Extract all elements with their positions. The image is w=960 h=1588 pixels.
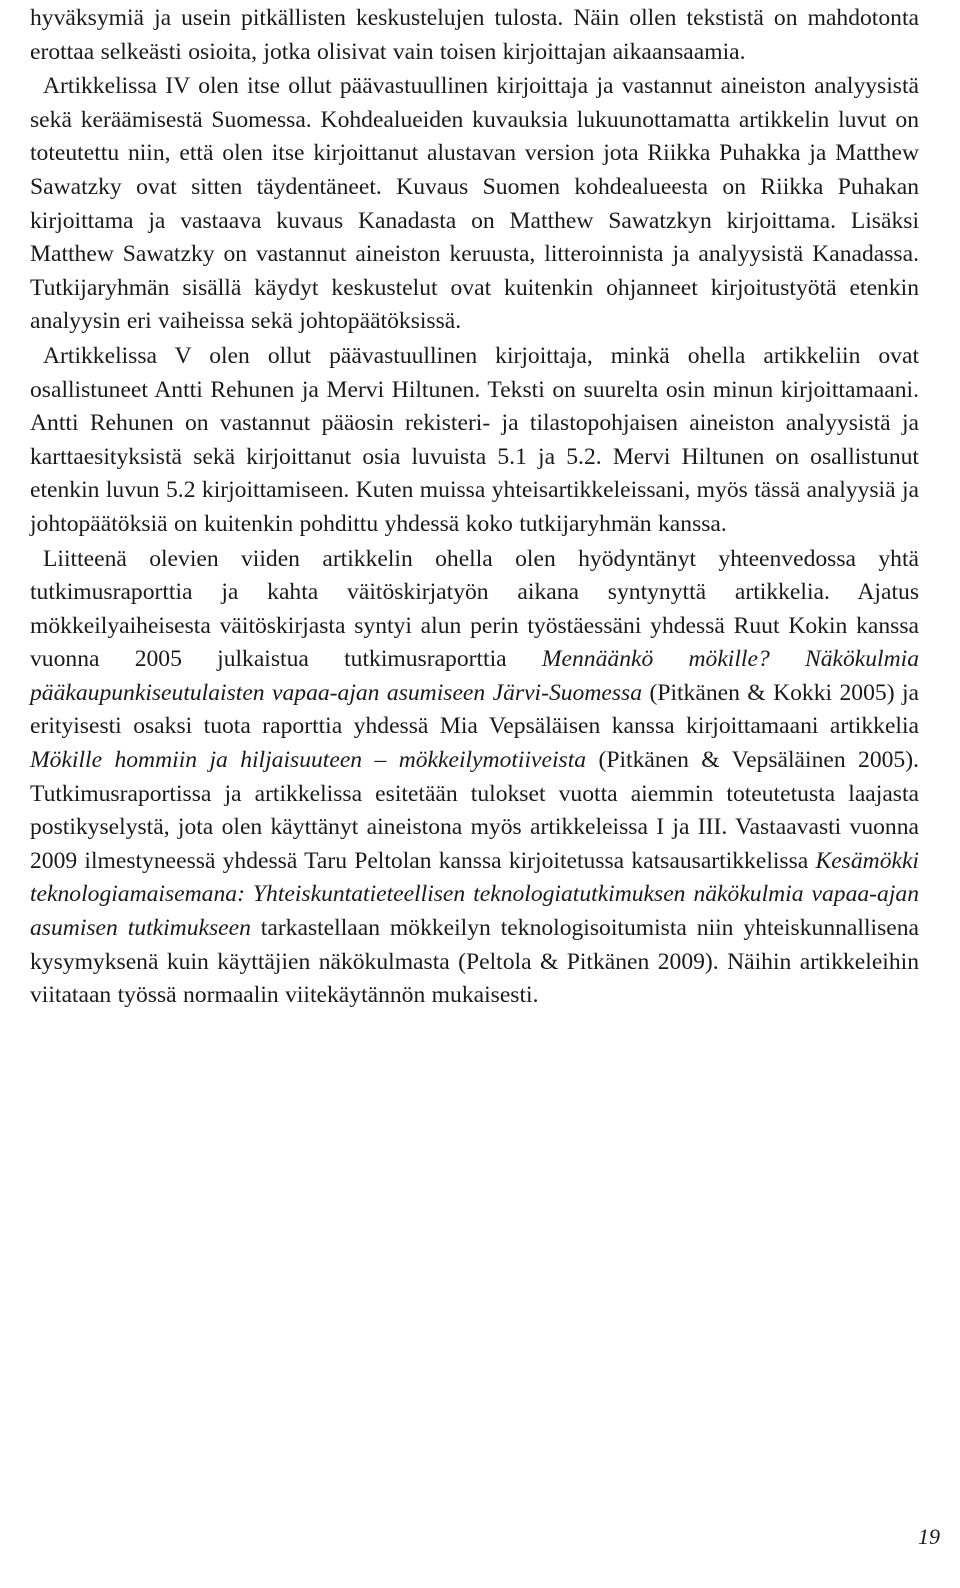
italic-title-segment: Mökille hommiin ja hiljaisuuteen – mökkeilymotiiveista: [30, 747, 587, 774]
paragraph-4: [30, 543, 919, 1013]
paragraph-3: [30, 340, 919, 542]
text-segment: (Pitkänen & Kokki 2005) ja erityisesti osaksi tuota raporttia yhdessä Mia Vepsäläisen kanssa kirjoittamaani artikkelia: [30, 679, 920, 740]
paragraph-2: [30, 70, 919, 339]
document-body: [30, 2, 919, 1013]
text-segment: tarkastellaan mökkeilyn teknologisoitumista niin yhteiskunnallisena kysymyksenä kuin käyttäjien näkökulmasta (Peltola & Pitkänen 2009). Näihin artikkeleihin viitataan työssä normaalin viitekäytännön mukaisesti.: [30, 915, 919, 1009]
text-segment: hyväksymiä ja usein pitkällisten keskustelujen tulosta. Näin ollen tekstistä on mahdotonta erottaa selkeästi osioita, jotka olisivat vain toisen kirjoittajan aikaansaamia.: [30, 5, 919, 65]
italic-title-segment: Kesämökki teknologiamaisemana: Yhteiskuntatieteellisen teknologiatutkimuksen näkökulmia vapaa-ajan asumisen tutkimukseen: [30, 847, 919, 942]
text-segment: Artikkelissa V olen ollut päävastuullinen kirjoittaja, minkä ohella artikkeliin ovat osallistuneet Antti Rehunen ja Mervi Hiltunen. Teksti on suurelta osin minun kirjoittamaani. Antti Rehunen on vastannut pääosin rekisteri- ja tilastopohjaisen aineiston analyysistä ja karttaesityksistä sekä kirjoittanut osia luvuista 5.1 ja 5.2. Mervi Hiltunen on osallistunut etenkin luvun 5.2 kirjoittamiseen. Kuten muissa yhteisartikkeleissani, myös tässä analyysiä ja johtopäätöksiä on kuitenkin pohdittu yhdessä koko tutkijaryhmän kanssa.: [30, 342, 919, 537]
text-segment: (Pitkänen & Vepsäläinen 2005). Tutkimusraportissa ja artikkelissa esitetään tulokset vuotta aiemmin toteutetusta laajasta postikyselystä, jota olen käyttänyt aineistona myös artikkeleissa I ja III. Vastaavasti vuonna 2009 ilmestyneessä yhdessä Taru Peltolan kanssa kirjoitetussa katsausartikkelissa: [30, 747, 919, 874]
italic-title-segment: Mennäänkö mökille? Näkökulmia pääkaupunkiseutulaisten vapaa-ajan asumiseen Järvi-Suomessa: [30, 646, 920, 706]
text-segment: Liitteenä olevien viiden artikkelin ohella olen hyödyntänyt yhteenvedossa yhtä tutkimusraporttia ja kahta väitöskirjatyön aikana syntynyttä artikkelia. Ajatus mökkeilyaiheisesta väitöskirjasta syntyi alun perin työstäessäni yhdessä Ruut Kokin kanssa vuonna 2005 julkaistua tutkimusraporttia: [30, 545, 919, 673]
page-number: 19: [918, 1524, 940, 1549]
paragraph-1: [30, 2, 919, 69]
text-segment: Artikkelissa IV olen itse ollut päävastuullinen kirjoittaja ja vastannut aineiston analyysistä sekä keräämisestä Suomessa. Kohdealueiden kuvauksia lukuunottamatta artikkelin luvut on toteutettu niin, että olen itse kirjoittanut alustavan version jota Riikka Puhakka ja Matthew Sawatzky ovat sitten täydentäneet. Kuvaus Suomen kohdealueesta on Riikka Puhakan kirjoittama ja vastaava kuvaus Kanadasta on Matthew Sawatzkyn kirjoittama. Lisäksi Matthew Sawatzky on vastannut aineiston keruusta, litteroinnista ja analyysistä Kanadassa. Tutkijaryhmän sisällä käydyt keskustelut ovat kuitenkin ohjanneet kirjoitustyötä etenkin analyysin eri vaiheissa sekä johtopäätöksissä.: [30, 73, 919, 335]
